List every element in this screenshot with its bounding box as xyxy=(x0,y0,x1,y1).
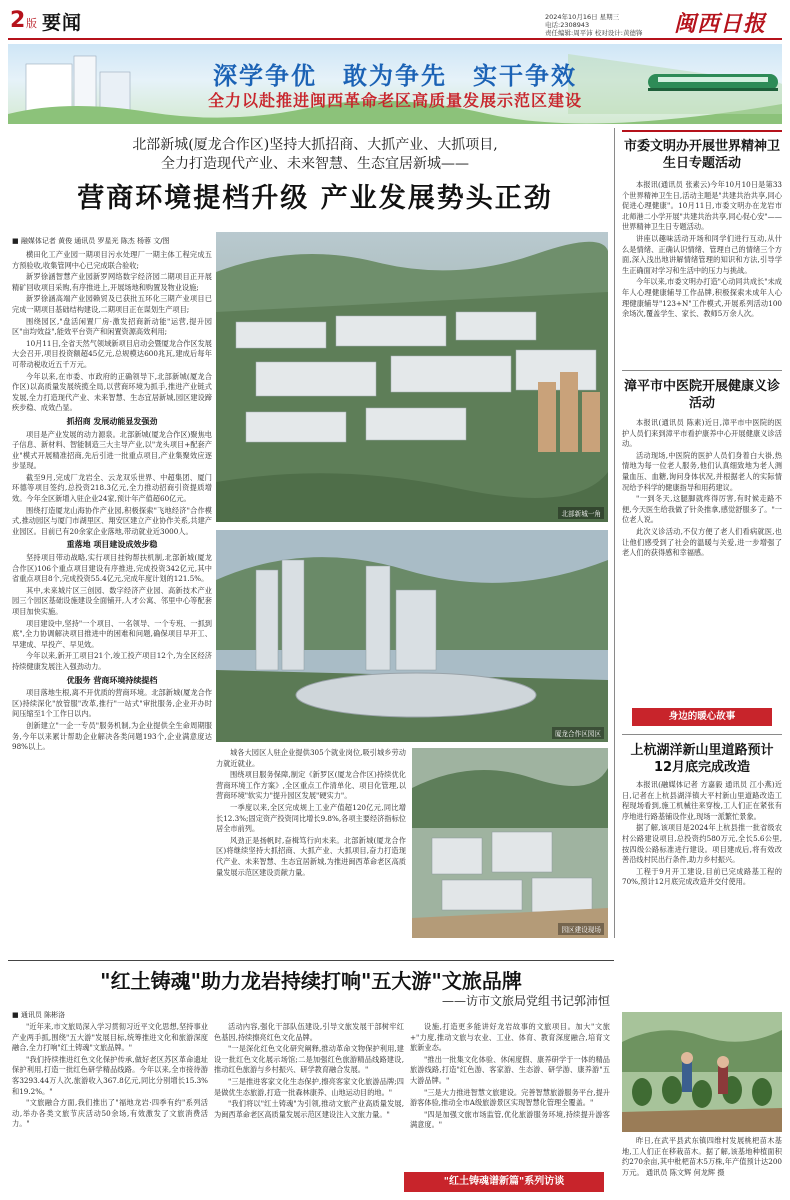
paragraph: 坚持项目带动战略,实行项目挂钩帮扶机制,北部新城(厦龙合作区)106个重点项目建设有序推进,完成投资342亿元,其中省重点项目8个,完成投资55.4亿元,完成年度计划的121.5%。 xyxy=(12,553,212,584)
sidebar-story-2-body xyxy=(622,418,782,696)
paragraph: 今年以来,在市委、市政府的正确领导下,北部新城(厦龙合作区)以高质量发展统揽全局,以营商环境为抓手,推进产业链式发展,全力打造现代产业、未来智慧、生态宜居新城,园区建设蹄疾步稳、成效凸显。 xyxy=(12,371,212,413)
sidebar-story-2-headline: 漳平市中医院开展健康义诊活动 xyxy=(623,379,780,411)
feature-headline: "红土铸魂"助力龙岩持续打响"五大游"文旅品牌 xyxy=(100,969,522,993)
paragraph: 围绕打造厦龙山海协作产业园,积极探索"飞地经济"合作模式,推动园区与厦门市湖里区、翔安区建立产业协作关系,共建产业园区。目前已有20余家企业落地,带动就业近3000人。 xyxy=(12,505,212,536)
paragraph: 项目建设中,坚持"一个项目、一名领导、一个专班、一抓到底",全力协调解决项目推进中的困难和问题,确保项目早开工、早建成、早投产、早见效。 xyxy=(12,618,212,649)
paragraph: 城各大园区人驻企业提供305个就业岗位,吸引城乡劳动力就近就业。 xyxy=(216,748,406,768)
paragraph: 设施,打造更多能讲好龙岩故事的文旅项目。加大"文旅+"力度,推动文旅与农业、工业、体育、教育深度融合,培育文旅新业态。 xyxy=(410,1022,610,1053)
paragraph: 据了解,该项目是2024年上杭县推一批省级农村公路建设项目,总投资约580万元,全长5.6公里,按四级公路标准进行建设。项目建成后,将有效改善沿线村民出行条件,助力乡村振兴。 xyxy=(622,823,782,865)
paragraph: "三是大力推进智慧文旅建设。完善智慧旅游服务平台,提升游客体验,推动全市A级旅游景区实现智慧化管理全覆盖。" xyxy=(410,1087,610,1108)
masthead xyxy=(0,0,790,40)
series-label-badge: "红土铸魂谱新篇"系列访谈 xyxy=(404,1172,604,1192)
paragraph: 此次义诊活动,不仅方便了老人们看病就医,也让他们感受到了社会的温暖与关爱,进一步增强了老人们的获得感和幸福感。 xyxy=(622,526,782,558)
paper-name-logo: 闽西日报 xyxy=(674,11,767,37)
photo-construction-site xyxy=(412,748,608,938)
subheading: 抓招商 发展动能显发强劲 xyxy=(66,416,158,426)
paragraph: 今年以来,新开工项目21个,竣工投产项目12个,为全区经济持续健康发展注入强劲动力。 xyxy=(12,651,212,671)
lead-headline: 营商环境提档升级 产业发展势头正劲 xyxy=(77,183,553,214)
paragraph: "推出一批集文化体验、休闲度假、康养研学于一体的精品旅游线路,打造"红色游、客家游、生态游、研学游、康养游"五大游品牌。" xyxy=(410,1054,610,1085)
sidebar-divider xyxy=(622,734,782,735)
construction-photo-art xyxy=(412,748,608,938)
photo-seedling-nursery xyxy=(622,1012,782,1132)
paragraph: "三是推进客家文化生态保护,擦亮客家文化旅游品牌;四是做优生态旅游,打造一批森林康养、山地运动目的地。" xyxy=(214,1076,404,1097)
sidebar-divider xyxy=(622,370,782,371)
editors-line: 责任编辑:周平沛 校对设计:黄德锋 xyxy=(545,29,643,37)
news-phone: 电话:2308943 xyxy=(545,21,590,29)
paragraph: 本报讯(融媒体记者 方嘉毅 通讯员 江小燕)近日,记者在上杭县湖洋镇大平村新山里道路改造工程现场看到,施工机械往来穿梭,工人们正在紧张有序地进行路基铺设作业,现场一派繁忙景象。 xyxy=(622,780,782,821)
paragraph: "一是深化红色文化研究阐释,推动革命文物保护利用,建设一批红色文化展示场馆;二是加强红色旅游精品线路建设,推动红色旅游与乡村振兴、研学教育融合发展。" xyxy=(214,1044,404,1075)
lead-column-1 xyxy=(12,250,212,955)
banner-line-1: 深学争优 敢为争先 实干争效 xyxy=(213,62,577,90)
subheading: 优服务 营商环境持续提档 xyxy=(66,675,158,685)
lead-byline: ■ 融媒体记者 黄俊 通讯员 罗星光 陈杰 杨蓉 文/图 xyxy=(12,237,170,245)
paragraph: 横田化工产业园一期项目污水处理厂一期主体工程完成五方预验收,收集管网中心已完成联合验收; xyxy=(12,250,212,270)
paragraph: 10月11日,全省天然气领域新项目启动会暨厦龙合作区发展大会召开,项目投资额超45亿元,总规模达600兆瓦,建成后每年可带动税收近五千万元。 xyxy=(12,338,212,369)
column-divider-right xyxy=(614,128,615,938)
paragraph: 新罗徐涵高端产业园赖贸及已获批五环化三期产业项目已完成一期项目基础结构建设,二期项目正在谋划生产项目; xyxy=(12,294,212,314)
page-suffix: 版 xyxy=(26,17,37,30)
feature-column-2 xyxy=(214,1022,404,1194)
paragraph: 活动内容,强化干部队伍建设,引导文旅发展干部树牢红色基因,持续擦亮红色文化品牌。 xyxy=(214,1022,404,1042)
feature-byline: ■ 通讯员 陈彬洛 xyxy=(12,1011,66,1019)
theme-banner xyxy=(8,44,782,124)
subheading: 重落地 项目建设成效步稳 xyxy=(66,540,158,550)
paragraph: 截至9月,完成厂龙岩全、云龙双乐世界、中超集团、厦门环德等项目签约,总投资218.3亿元,全力推动招商引资提质增效。今年全区新增入驻企业24家,预计年产值超60亿元。 xyxy=(12,472,212,504)
aerial-photo-industrial-park xyxy=(216,232,608,522)
photo-city-district xyxy=(216,530,608,742)
photo-caption-nursery xyxy=(622,1136,782,1196)
paragraph: 风劲正是扬帆时,奋楫笃行向未来。北部新城(厦龙合作区)将继续坚持大抓招商、大抓产业、大抓项目,奋力打造现代产业、未来智慧、生态宜居新城,为推进闽西革命老区高质量发展示范区建设贡献力量。 xyxy=(216,835,406,877)
aerial-photo-art xyxy=(216,232,608,522)
district-photo-art xyxy=(216,530,608,742)
paragraph: "我们持续推进红色文化保护传承,做好老区苏区革命遗址保护利用,打造一批红色研学精品线路。今年以来,全市接待游客3293.44万人次,旅游收入367.8亿元,同比分别增长15.3%和19.2%。" xyxy=(12,1054,208,1096)
paragraph: 本报讯(通讯员 陈素)近日,漳平市中医院的医护人员们来到漳平市看护康养中心开展健康义诊活动。 xyxy=(622,418,782,449)
paragraph: 新罗徐涵智慧产业园新罗网络数字经济园二期项目正开展精矿回收项目采购,有序推进上,开展场地和购置及物业设施; xyxy=(12,272,212,292)
paragraph: 围绕园区,"盘活闲置厂房·激发招商新动能"运营,提升园区"亩均效益",能效平台资产和闲置资源高效利用; xyxy=(12,316,212,337)
feature-top-rule xyxy=(8,960,614,961)
masthead-rule xyxy=(8,38,782,40)
paragraph: "近年来,市文旅局深入学习贯彻习近平文化思想,坚持事业产业两手抓,围绕"五大游"发展目标,统筹推进文化和旅游深度融合,全力打响"红土铸魂"文旅品牌。" xyxy=(12,1022,208,1053)
nursery-photo-art xyxy=(622,1012,782,1132)
photo-caption: 北部新城一角 xyxy=(558,507,604,519)
photo-caption: 园区建设现场 xyxy=(558,923,604,935)
photo-caption: 厦龙合作区园区 xyxy=(552,727,604,739)
paragraph: 项目落地生根,离不开优质的营商环境。北部新城(厦龙合作区)持续深化"放管服"改革,推行"一站式"审批服务,企业开办时间压缩至1个工作日以内。 xyxy=(12,688,212,719)
feature-column-1 xyxy=(12,1022,208,1194)
paragraph: 讲座以趣味活动开场和同学们进行互动,从什么是情绪、正确认识情绪、管理自己的情绪三个方面,深入浅出地讲解情绪管理的知识和方法,引导学生正确面对学习和生活中的压力与挑战。 xyxy=(622,233,782,275)
lead-kicker-1: 北部新城(厦龙合作区)坚持大抓招商、大抓产业、大抓项目, xyxy=(132,137,498,153)
paragraph: "文旅融合方面,我们推出了"福地龙岩·四季有约"系列活动,举办各类文旅节庆活动50余场,有效激发了文旅消费活力。" xyxy=(12,1098,208,1129)
paragraph: 项目是产业发展的动力源泉。北部新城(厦龙合作区)聚焦电子信息、新材料、智能制造三大主导产业,以"龙头项目+配套产业"模式开展精准招商,先后引进一批重点项目,产业集聚效应逐步显现。 xyxy=(12,429,212,471)
lead-column-2 xyxy=(216,748,406,938)
feature-subhead: ——访市文旅局党组书记郭沛恒 xyxy=(441,994,610,1008)
sidebar-top-rule xyxy=(622,130,782,132)
paragraph: 本报讯(通讯员 张素云)今年10月10日是第33个世界精神卫生日,活动主题是"共建共治共享,同心促进心理健康"。10月11日,市委文明办在龙岩市北师港二小学开展"共建共治共享,同心促心安"——世界精神卫生日专题活动。 xyxy=(622,180,782,232)
banner-line-2: 全力以赴推进闽西革命老区高质量发展示范区建设 xyxy=(207,91,582,110)
lead-kicker-2: 全力打造现代产业、未来智慧、生态宜居新城—— xyxy=(161,156,469,172)
paragraph: 围绕项目服务保障,制定《新罗区(厦龙合作区)持续优化营商环境工作方案》,全区重点工作清单化、项目化管理,以营商环境"软实力"提升园区发展"硬实力"。 xyxy=(216,770,406,801)
paragraph: 一季度以来,全区完成规上工业产值超120亿元,同比增长12.3%;固定资产投资同比增长9.8%,各项主要经济指标位居全市前列。 xyxy=(216,802,406,834)
paragraph: 昨日,在武平县武东镇四维村发展桃杷苗木基地,工人们正在移栽苗木。据了解,该基地种植面积约270余亩,其中枇杷苗木5万株,年产值预计达200万元。 通讯员 陈文辉 何龙辉 摄 xyxy=(622,1136,782,1177)
sidebar-tag-badge: 身边的暖心故事 xyxy=(632,708,772,726)
paragraph: "一到冬天,这腿脚就疼得厉害,有时候走路不便,今天医生给我做了针灸推拿,感觉舒服多了。"一位老人说。 xyxy=(622,494,782,525)
paragraph: 其中,未来城片区三创园、数字经济产业园、高新技术产业园三个园区基础设施建设全面铺开,人才公寓、邻里中心等配套项目加快实施。 xyxy=(12,585,212,616)
section-title: 要闻 xyxy=(42,12,83,34)
sidebar-story-1-headline: 市委文明办开展世界精神卫生日专题活动 xyxy=(623,139,780,171)
feature-column-3 xyxy=(410,1022,610,1170)
paragraph: "四是加强文旅市场监管,优化旅游服务环境,持续提升游客满意度。" xyxy=(410,1109,610,1130)
paragraph: 工程于9月开工建设,目前已完成路基工程的70%,预计12月底完成改造并交付使用。 xyxy=(622,866,782,887)
paragraph: 今年以来,市委文明办打造"心动同共成长"未成年人心理健康辅导工作品牌,积极探索未成年人心理健康辅导"123+N"工作模式,开展系列活动100余场次,覆盖学生、家长、教师5万余人次。 xyxy=(622,277,782,319)
sidebar-story-3-body xyxy=(622,780,782,1006)
sidebar-story-1-body xyxy=(622,180,782,365)
paragraph: 创新建立"一企一专员"服务机制,为企业提供全生命周期服务,今年以来累计帮助企业解决各类问题193个,企业满意度达98%以上。 xyxy=(12,720,212,752)
page-number: 2 xyxy=(10,8,26,33)
issue-date: 2024年10月16日 星期三 xyxy=(545,13,620,21)
sidebar-story-3-headline: 上杭湖洋新山里道路预计12月底完成改造 xyxy=(630,743,774,775)
paragraph: 活动现场,中医院的医护人员们身着白大褂,热情地为每一位老人服务,他们认真细致地为老人测量血压、血糖,询问身体状况,并根据老人的实际情况给予科学的健康指导和用药建议。 xyxy=(622,450,782,492)
paragraph: "我们将以"红土铸魂"为引领,推动文旅产业高质量发展,为闽西革命老区高质量发展示范区建设注入文旅力量。" xyxy=(214,1099,404,1119)
